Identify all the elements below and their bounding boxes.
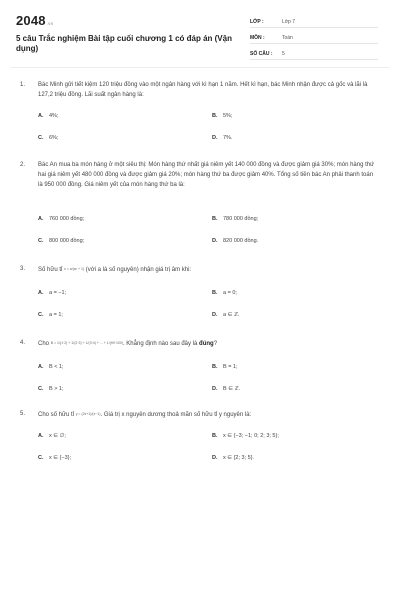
subject-label: MÔN : xyxy=(250,35,265,41)
option-a[interactable] xyxy=(38,363,64,372)
option-b[interactable] xyxy=(212,112,232,121)
option-letter: C. xyxy=(38,238,44,244)
option-letter: C. xyxy=(38,386,44,392)
option-letter: D. xyxy=(212,455,218,461)
option-b[interactable] xyxy=(212,215,258,224)
meta-grade-row xyxy=(250,14,378,28)
option-text: x ∈ {2; 3; 5}. xyxy=(223,455,255,461)
question-stem: Bác Minh gửi tiết kiệm 120 triệu đồng vào một ngân hàng với kì hạn 1 năm. Hết kì hạn, bác Minh nhận được cả gốc và lãi là 127,2 triệu đồng. Lãi suất ngân hàng là: xyxy=(38,82,368,98)
brand-suffix: .vn xyxy=(46,21,54,26)
math-formula: B = 1/(1·2) + 1/(2·3) + 1/(3·4) + ... + 1/(99·100) xyxy=(50,341,123,345)
option-c[interactable] xyxy=(38,311,63,320)
option-letter: D. xyxy=(212,312,218,318)
option-text: a = −1; xyxy=(49,290,67,296)
option-text: B ∈ ℤ. xyxy=(223,386,241,392)
option-text: 7%. xyxy=(223,135,233,141)
subject-value: Toán xyxy=(282,35,293,41)
option-a[interactable] xyxy=(38,112,58,121)
option-letter: C. xyxy=(38,135,44,141)
brand-logo[interactable] xyxy=(16,13,53,28)
meta-panel xyxy=(250,14,378,62)
option-text: x ∈ {−3}; xyxy=(49,455,72,461)
option-d[interactable] xyxy=(212,385,240,394)
option-text: B < 1; xyxy=(49,364,64,370)
option-b[interactable] xyxy=(212,289,237,298)
stem-text: . Giá trị x nguyên dương thoả mãn số hữu tỉ y nguyên là: xyxy=(100,412,252,418)
question-number: 1. xyxy=(20,82,26,88)
meta-count-row xyxy=(250,46,378,60)
option-text: 780 000 đồng; xyxy=(223,216,259,222)
option-letter: A. xyxy=(38,290,44,296)
meta-subject-row xyxy=(250,30,378,44)
stem-emphasis: đúng xyxy=(199,341,214,347)
option-letter: D. xyxy=(212,386,218,392)
option-letter: C. xyxy=(38,455,44,461)
option-text: x ∈ {−3; −1; 0; 2; 3; 5}; xyxy=(223,433,279,439)
question-number: 4. xyxy=(20,340,26,346)
option-text: 4%; xyxy=(49,113,59,119)
option-text: a = 1; xyxy=(49,312,63,318)
question-stem: Bác An mua ba món hàng ở một siêu thị: Món hàng thứ nhất giá niêm yết 140 000 đồng và được giảm giá 30%; món hàng thứ hai giá niêm yết 480 000 đồng và được giảm giá 20%; món hàng thứ ba được giảm 40%. Tổng số tiền bác An phải thanh toán là 950 000 đồng. Giá niêm yết của món hàng thứ ba là: xyxy=(38,162,375,188)
question-number: 3. xyxy=(20,266,26,272)
option-letter: A. xyxy=(38,364,44,370)
option-a[interactable] xyxy=(38,215,84,224)
option-d[interactable] xyxy=(212,454,254,463)
grade-label: LỚP : xyxy=(250,19,264,25)
option-text: 760 000 đồng; xyxy=(49,216,85,222)
question-stem xyxy=(38,264,378,275)
stem-text: Cho số hữu tỉ xyxy=(38,412,76,418)
option-c[interactable] xyxy=(38,454,71,463)
stem-text: Số hữu tỉ xyxy=(38,267,65,273)
option-letter: D. xyxy=(212,238,218,244)
option-a[interactable] xyxy=(38,289,66,298)
stem-text: (với a là số nguyên) nhận giá trị âm khi: xyxy=(84,267,192,273)
brand-name: 2048 xyxy=(16,13,46,28)
stem-text: Cho xyxy=(38,341,51,347)
option-letter: B. xyxy=(212,113,218,119)
question-number: 2. xyxy=(20,162,26,168)
grade-value: Lớp 7 xyxy=(282,19,296,25)
count-label: SỐ CÂU : xyxy=(250,51,273,57)
stem-text: . Khẳng định nào sau đây là xyxy=(122,341,200,347)
option-letter: A. xyxy=(38,433,44,439)
option-d[interactable] xyxy=(212,311,240,320)
option-a[interactable] xyxy=(38,432,66,441)
option-d[interactable] xyxy=(212,237,258,246)
option-c[interactable] xyxy=(38,134,58,143)
option-text: a = 0; xyxy=(223,290,237,296)
option-text: B = 1; xyxy=(223,364,238,370)
count-value: 5 xyxy=(282,51,285,57)
option-letter: A. xyxy=(38,216,44,222)
option-d[interactable] xyxy=(212,134,232,143)
option-text: a ∈ ℤ. xyxy=(223,312,240,318)
page-title: 5 câu Trắc nghiệm Bài tập cuối chương 1 có đáp án (Vận dụng) xyxy=(16,34,232,53)
math-formula: y = (2x+1)/(x−1) xyxy=(75,412,101,416)
option-letter: A. xyxy=(38,113,44,119)
option-letter: D. xyxy=(212,135,218,141)
option-text: B > 1; xyxy=(49,386,64,392)
option-text: 5%; xyxy=(223,113,233,119)
option-letter: B. xyxy=(212,433,218,439)
option-b[interactable] xyxy=(212,363,238,372)
question-number: 5. xyxy=(20,411,26,417)
option-b[interactable] xyxy=(212,432,279,441)
header-divider xyxy=(10,67,390,68)
option-c[interactable] xyxy=(38,385,64,394)
option-letter: B. xyxy=(212,364,218,370)
stem-text: ? xyxy=(213,341,218,347)
option-letter: B. xyxy=(212,216,218,222)
option-letter: B. xyxy=(212,290,218,296)
option-letter: C. xyxy=(38,312,44,318)
math-formula: x = a/(a² + 1) xyxy=(64,267,85,271)
option-text: 820 000 đồng. xyxy=(223,238,259,244)
option-c[interactable] xyxy=(38,237,84,246)
question-stem xyxy=(38,338,378,349)
option-text: x ∈ ∅; xyxy=(49,433,66,439)
option-text: 800 000 đồng; xyxy=(49,238,85,244)
question-stem xyxy=(38,409,378,420)
option-text: 6%; xyxy=(49,135,59,141)
